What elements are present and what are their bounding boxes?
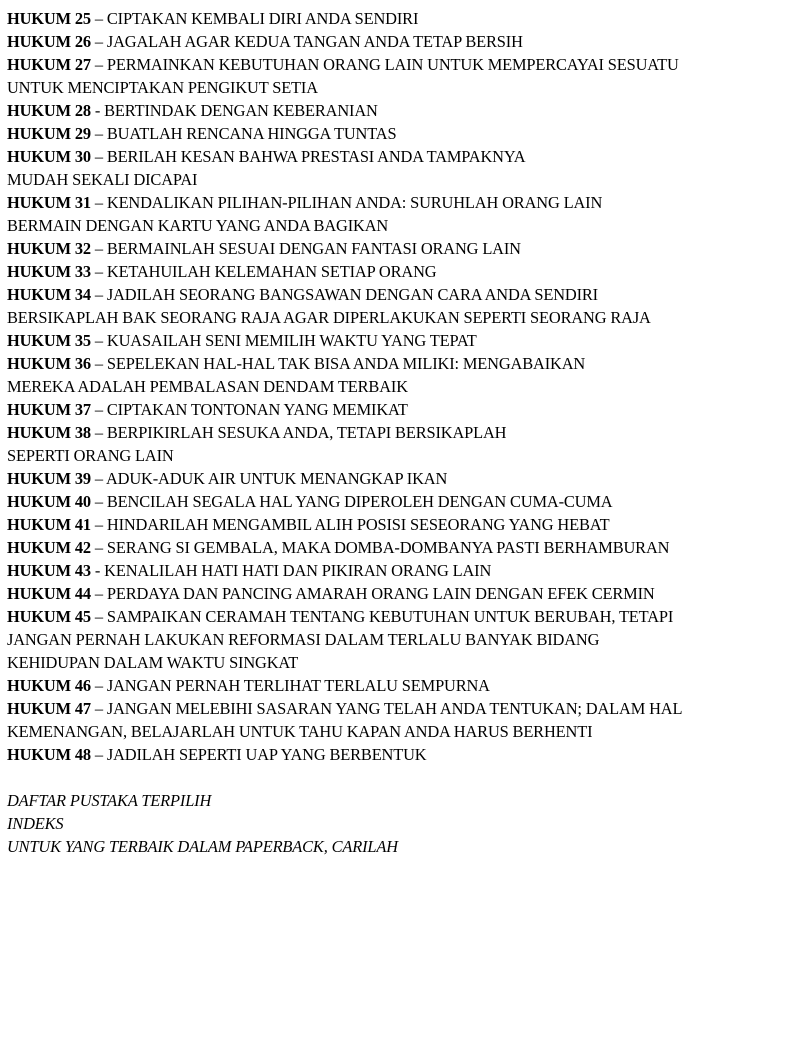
toc-line [7,651,803,674]
law-label: HUKUM 28 [7,101,91,120]
toc-line [7,145,803,168]
toc-line [7,697,803,720]
law-text: – SAMPAIKAN CERAMAH TENTANG KEBUTUHAN UNTUK BERUBAH, TETAPI [90,607,674,626]
law-label: HUKUM 37 [7,400,91,419]
law-label: HUKUM 45 [7,607,91,626]
law-text: – PERMAINKAN KEBUTUHAN ORANG LAIN UNTUK MEMPERCAYAI SESUATU [90,55,679,74]
law-label: HUKUM 36 [7,354,91,373]
law-label: HUKUM 35 [7,331,91,350]
toc-line [7,329,803,352]
law-text: BERSIKAPLAH BAK SEORANG RAJA AGAR DIPERLAKUKAN SEPERTI SEORANG RAJA [7,308,651,327]
law-text: KEHIDUPAN DALAM WAKTU SINGKAT [7,653,299,672]
law-text: MUDAH SEKALI DICAPAI [7,170,198,189]
law-label: HUKUM 41 [7,515,91,534]
law-label: HUKUM 34 [7,285,91,304]
toc-line [7,283,803,306]
toc-line [7,260,803,283]
toc-line [7,536,803,559]
law-text: BERMAIN DENGAN KARTU YANG ANDA BAGIKAN [7,216,389,235]
toc-line [7,237,803,260]
toc-line [7,7,803,30]
law-text: – JADILAH SEPERTI UAP YANG BERBENTUK [90,745,427,764]
toc-line [7,582,803,605]
document-page [7,7,803,858]
toc-line [7,605,803,628]
law-text: - KENALILAH HATI HATI DAN PIKIRAN ORANG LAIN [90,561,492,580]
toc-line [7,306,803,329]
law-text: UNTUK MENCIPTAKAN PENGIKUT SETIA [7,78,318,97]
law-text: – BERPIKIRLAH SESUKA ANDA, TETAPI BERSIKAPLAH [90,423,507,442]
law-label: HUKUM 39 [7,469,91,488]
law-text: – BERILAH KESAN BAHWA PRESTASI ANDA TAMPAKNYA [90,147,526,166]
law-text: – ADUK-ADUK AIR UNTUK MENANGKAP IKAN [90,469,448,488]
toc-line [7,513,803,536]
law-label: HUKUM 44 [7,584,91,603]
law-text: - BERTINDAK DENGAN KEBERANIAN [90,101,378,120]
law-label: HUKUM 32 [7,239,91,258]
toc-line [7,628,803,651]
toc-line [7,352,803,375]
law-text: KEMENANGAN, BELAJARLAH UNTUK TAHU KAPAN ANDA HARUS BERHENTI [7,722,593,741]
law-label: HUKUM 42 [7,538,91,557]
toc-line [7,191,803,214]
toc-line [7,53,803,76]
toc-line [7,122,803,145]
law-label: HUKUM 30 [7,147,91,166]
toc-line [7,168,803,191]
law-text: – HINDARILAH MENGAMBIL ALIH POSISI SESEORANG YANG HEBAT [90,515,610,534]
law-label: HUKUM 48 [7,745,91,764]
law-text: MEREKA ADALAH PEMBALASAN DENDAM TERBAIK [7,377,408,396]
law-label: HUKUM 31 [7,193,91,212]
law-label: HUKUM 47 [7,699,91,718]
law-label: HUKUM 29 [7,124,91,143]
back-matter-bibliography: DAFTAR PUSTAKA TERPILIH [7,791,212,810]
law-text: – KUASAILAH SENI MEMILIH WAKTU YANG TEPAT [90,331,477,350]
law-text: – SEPELEKAN HAL-HAL TAK BISA ANDA MILIKI: MENGABAIKAN [90,354,586,373]
toc-line [7,76,803,99]
toc-line [7,375,803,398]
law-text: – KENDALIKAN PILIHAN-PILIHAN ANDA: SURUHLAH ORANG LAIN [90,193,603,212]
toc-line [7,99,803,122]
law-label: HUKUM 43 [7,561,91,580]
toc-line [7,30,803,53]
law-text: SEPERTI ORANG LAIN [7,446,174,465]
law-text: – CIPTAKAN TONTONAN YANG MEMIKAT [90,400,408,419]
toc-line [7,421,803,444]
law-text: – BENCILAH SEGALA HAL YANG DIPEROLEH DENGAN CUMA-CUMA [90,492,613,511]
toc-line [7,743,803,766]
law-label: HUKUM 27 [7,55,91,74]
back-matter-paperback: UNTUK YANG TERBAIK DALAM PAPERBACK, CARILAH [7,837,398,856]
law-label: HUKUM 38 [7,423,91,442]
law-label: HUKUM 26 [7,32,91,51]
law-text: – JANGAN MELEBIHI SASARAN YANG TELAH ANDA TENTUKAN; DALAM HAL [90,699,683,718]
law-text: – BERMAINLAH SESUAI DENGAN FANTASI ORANG LAIN [90,239,521,258]
toc-line [7,398,803,421]
law-text: – PERDAYA DAN PANCING AMARAH ORANG LAIN DENGAN EFEK CERMIN [90,584,655,603]
law-text: – BUATLAH RENCANA HINGGA TUNTAS [90,124,397,143]
toc-line [7,490,803,513]
section-gap [7,766,803,789]
law-text: – KETAHUILAH KELEMAHAN SETIAP ORANG [90,262,437,281]
toc-line [7,720,803,743]
toc-line [7,214,803,237]
law-text: – JADILAH SEORANG BANGSAWAN DENGAN CARA ANDA SENDIRI [90,285,598,304]
toc-line [7,559,803,582]
law-label: HUKUM 25 [7,9,91,28]
law-text: – SERANG SI GEMBALA, MAKA DOMBA-DOMBANYA PASTI BERHAMBURAN [90,538,670,557]
back-matter-index: INDEKS [7,814,64,833]
law-label: HUKUM 46 [7,676,91,695]
law-text: – JANGAN PERNAH TERLIHAT TERLALU SEMPURNA [90,676,490,695]
law-label: HUKUM 40 [7,492,91,511]
law-label: HUKUM 33 [7,262,91,281]
toc-line [7,674,803,697]
law-text: JANGAN PERNAH LAKUKAN REFORMASI DALAM TERLALU BANYAK BIDANG [7,630,600,649]
toc-line [7,444,803,467]
law-text: – JAGALAH AGAR KEDUA TANGAN ANDA TETAP BERSIH [90,32,523,51]
toc-line [7,467,803,490]
law-text: – CIPTAKAN KEMBALI DIRI ANDA SENDIRI [90,9,419,28]
